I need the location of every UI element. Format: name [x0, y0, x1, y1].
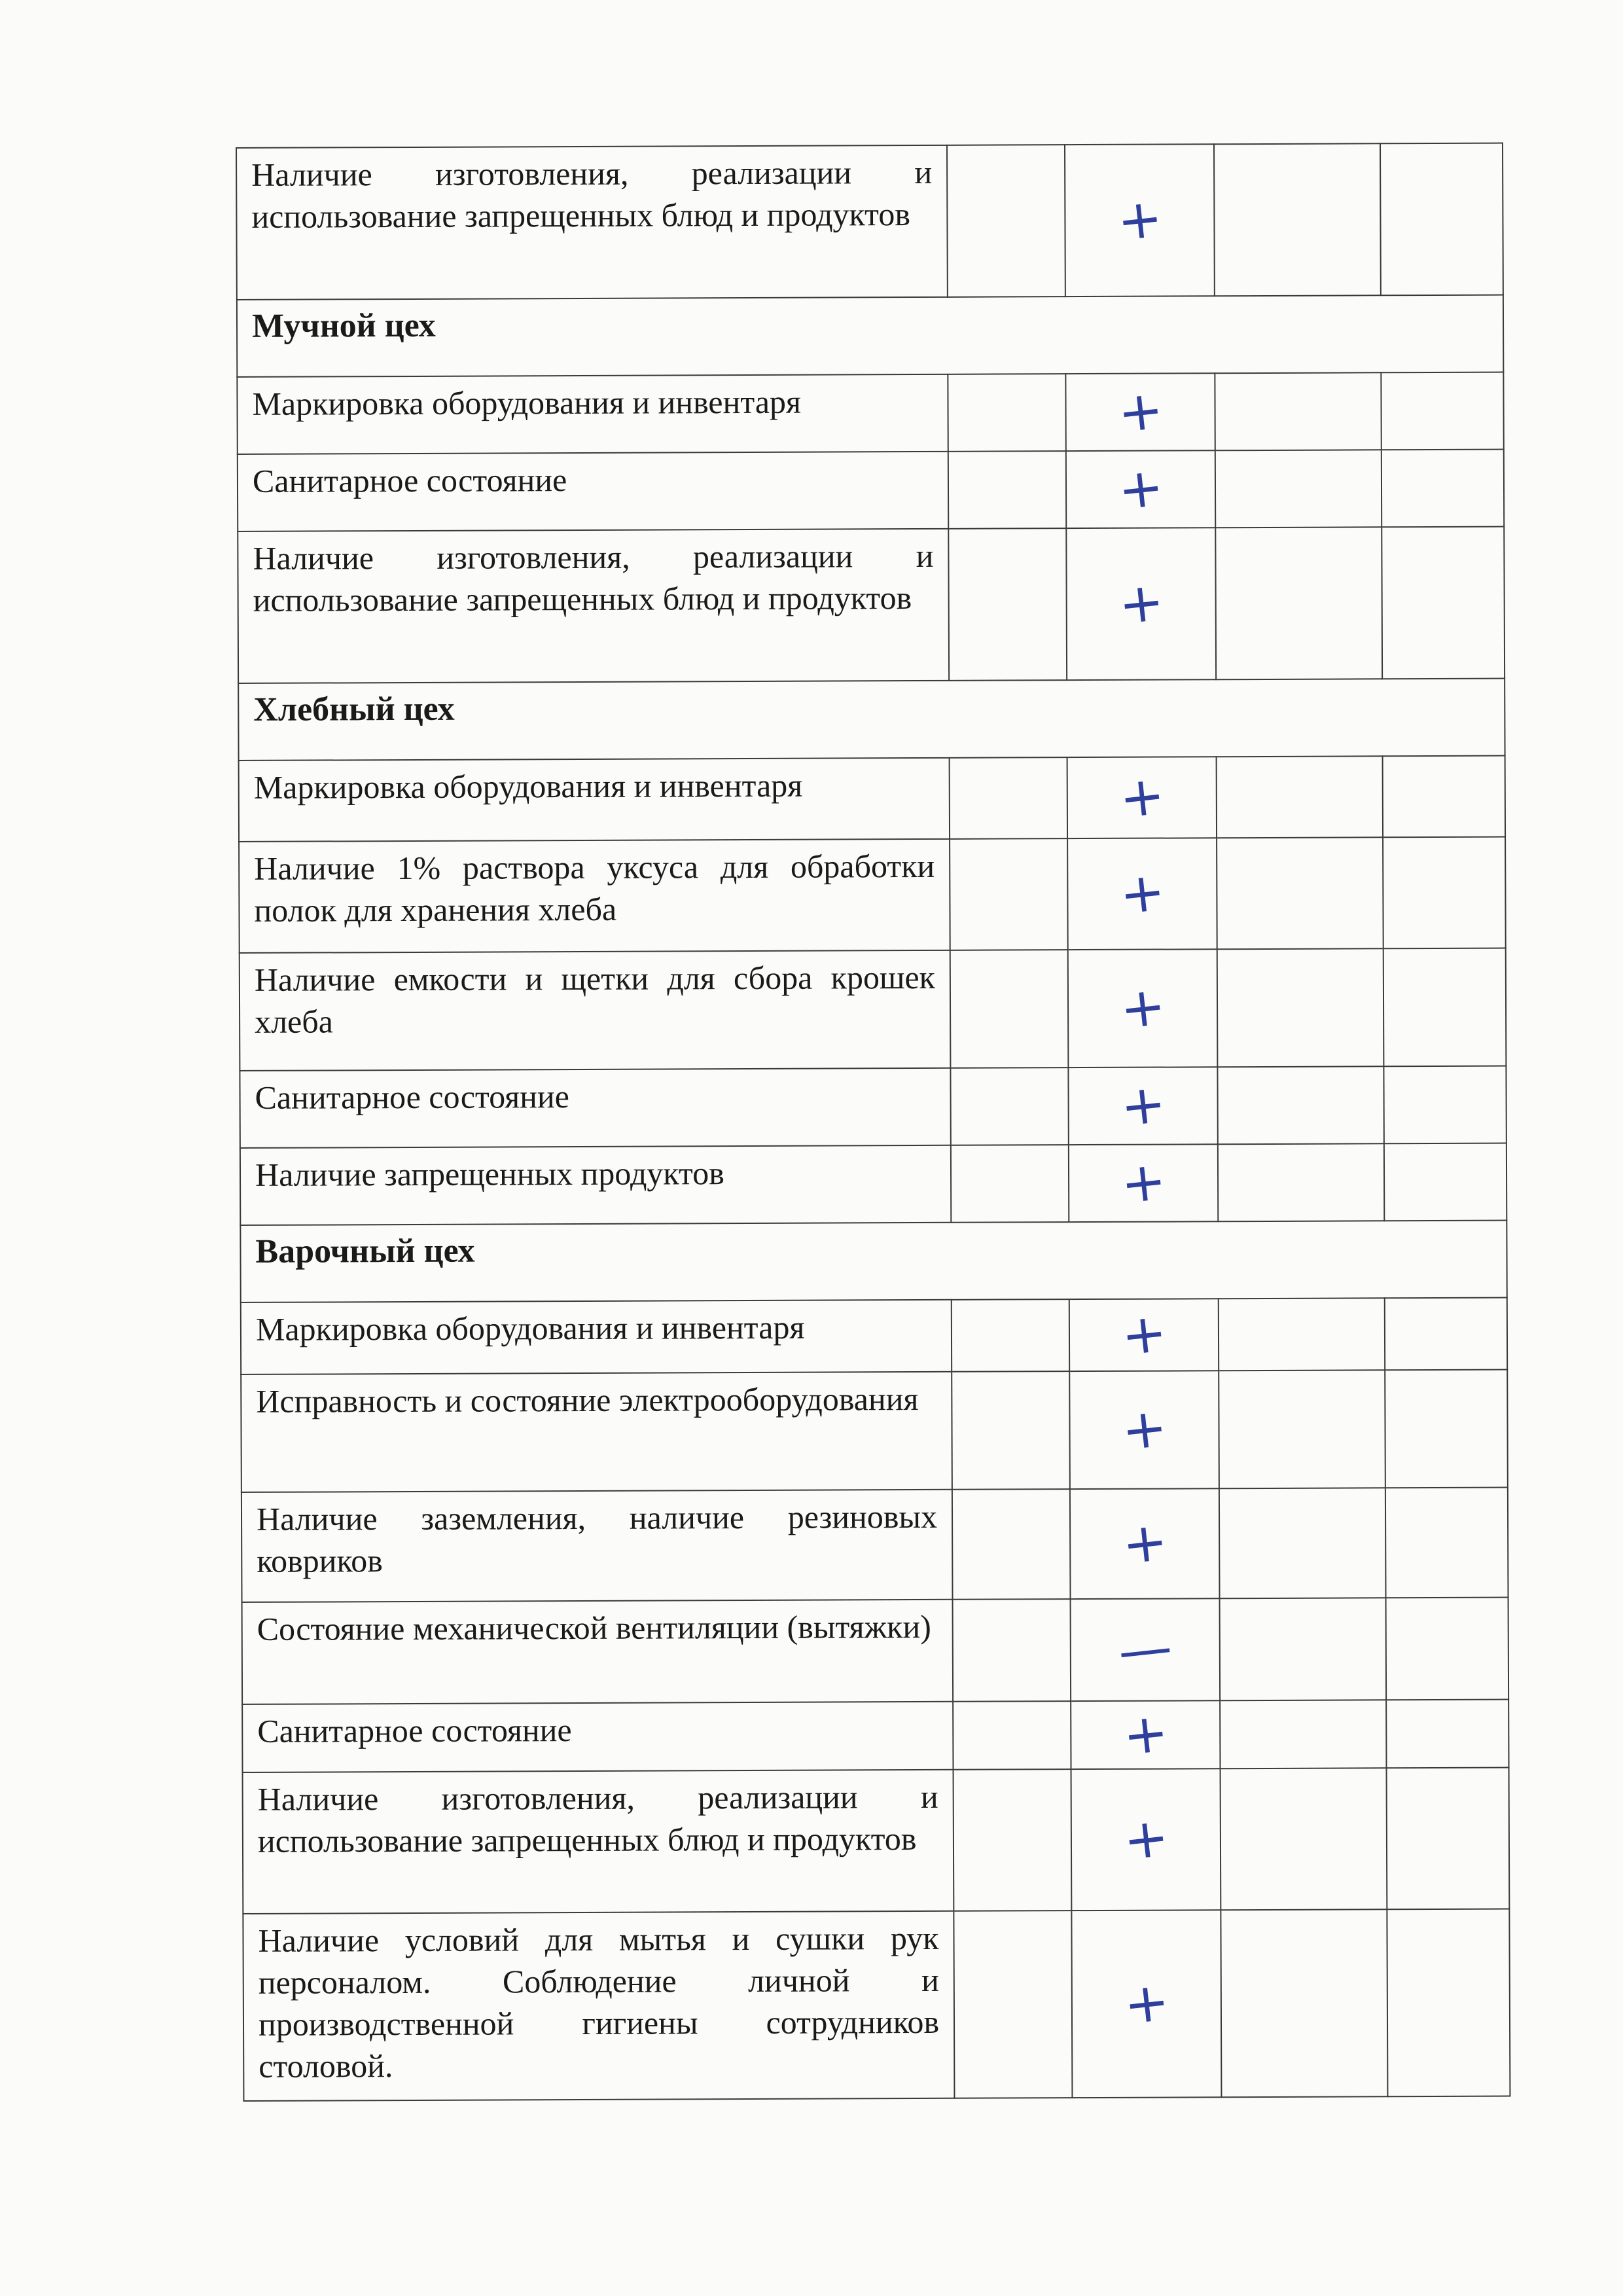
table-row — [237, 372, 1503, 454]
handwritten-mark: + — [1068, 949, 1218, 1067]
table-row — [238, 450, 1504, 531]
handwritten-mark: + — [1071, 1700, 1220, 1769]
table-row — [239, 756, 1505, 842]
empty-cell — [1381, 372, 1503, 450]
handwritten-mark: — — [1071, 1598, 1221, 1701]
empty-cell — [1383, 1066, 1506, 1144]
empty-cell — [1221, 1909, 1387, 2097]
empty-cell — [1217, 756, 1383, 838]
empty-cell — [1385, 1370, 1508, 1488]
empty-cell — [953, 1599, 1071, 1702]
handwritten-mark: + — [1071, 1910, 1221, 2098]
empty-cell — [950, 950, 1069, 1068]
table-row — [240, 1066, 1506, 1148]
criterion-text: Маркировка оборудования и инвентаря — [239, 758, 950, 842]
empty-cell — [1383, 837, 1506, 949]
empty-cell — [1218, 1143, 1384, 1221]
empty-cell — [1382, 450, 1504, 528]
section-heading: Хлебный цех — [238, 679, 1505, 761]
criterion-text: Санитарное состояние — [240, 1068, 950, 1148]
criterion-text: Состояние механической вентиляции (вытяжки) — [242, 1600, 954, 1704]
empty-cell — [1385, 1488, 1508, 1598]
section-row — [238, 679, 1505, 761]
section-row — [237, 295, 1503, 377]
empty-cell — [1219, 1298, 1385, 1371]
handwritten-mark: + — [1065, 373, 1215, 451]
criterion-text: Санитарное состояние — [238, 452, 948, 531]
empty-cell — [948, 451, 1066, 529]
table-row — [236, 143, 1503, 300]
empty-cell — [1382, 527, 1505, 679]
handwritten-mark: + — [1070, 1488, 1220, 1599]
empty-cell — [1217, 948, 1384, 1067]
empty-cell — [1384, 1143, 1507, 1221]
table-row — [238, 527, 1505, 683]
criterion-text: Наличие изготовления, реализации и использование запрещенных блюд и продуктов — [236, 145, 948, 300]
section-heading: Варочный цех — [240, 1221, 1507, 1302]
empty-cell — [1387, 1909, 1510, 2097]
empty-cell — [953, 1701, 1071, 1770]
criterion-text: Санитарное состояние — [242, 1702, 953, 1772]
empty-cell — [1215, 450, 1382, 528]
document-page — [236, 143, 1509, 2102]
section-heading: Мучной цех — [237, 295, 1503, 377]
handwritten-mark: + — [1069, 1144, 1218, 1222]
table-row — [242, 1598, 1509, 1704]
empty-cell — [1217, 1066, 1383, 1144]
empty-cell — [1387, 1768, 1510, 1910]
empty-cell — [1219, 1488, 1386, 1598]
empty-cell — [951, 1145, 1069, 1223]
empty-cell — [950, 757, 1067, 839]
empty-cell — [948, 528, 1067, 681]
criterion-text: Наличие емкости и щетки для сбора крошек хлеба — [240, 950, 951, 1071]
empty-cell — [1220, 1700, 1386, 1768]
inspection-checklist-table — [236, 143, 1510, 2102]
empty-cell — [952, 1489, 1071, 1600]
handwritten-mark: + — [1067, 838, 1217, 950]
criterion-text: Наличие 1% раствора уксуса для обработки полок для хранения хлеба — [239, 839, 950, 953]
criterion-text: Исправность и состояние электрооборудования — [241, 1372, 952, 1492]
handwritten-mark: + — [1068, 1067, 1217, 1145]
empty-cell — [1380, 143, 1503, 296]
empty-cell — [1383, 948, 1507, 1067]
section-row — [240, 1221, 1507, 1302]
empty-cell — [952, 1299, 1069, 1372]
table-row — [241, 1488, 1508, 1602]
empty-cell — [947, 145, 1065, 297]
criterion-text: Наличие условий для мытья и сушки рук персоналом. Соблюдение личной и производственной гигиены сотрудников столовой. — [243, 1911, 954, 2101]
empty-cell — [1214, 143, 1381, 296]
empty-cell — [952, 1371, 1070, 1490]
empty-cell — [1217, 837, 1383, 949]
handwritten-mark: + — [1069, 1299, 1219, 1371]
table-row — [241, 1370, 1508, 1492]
table-row — [240, 948, 1507, 1071]
empty-cell — [950, 838, 1068, 950]
handwritten-mark: + — [1066, 450, 1215, 528]
table-row — [243, 1909, 1510, 2101]
table-row — [239, 837, 1506, 953]
empty-cell — [1386, 1700, 1508, 1768]
empty-cell — [1221, 1768, 1387, 1910]
empty-cell — [1220, 1598, 1387, 1700]
empty-cell — [950, 1067, 1068, 1145]
criterion-text: Маркировка оборудования и инвентаря — [241, 1300, 952, 1374]
empty-cell — [954, 1769, 1072, 1911]
table-row — [240, 1143, 1507, 1225]
empty-cell — [1385, 1298, 1507, 1371]
handwritten-mark: + — [1066, 528, 1216, 680]
table-row — [241, 1298, 1507, 1374]
empty-cell — [954, 1910, 1072, 2098]
criterion-text: Наличие изготовления, реализации и использование запрещенных блюд и продуктов — [243, 1770, 954, 1914]
handwritten-mark: + — [1065, 144, 1215, 296]
criterion-text: Наличие изготовления, реализации и использование запрещенных блюд и продуктов — [238, 529, 949, 683]
table-row — [242, 1700, 1508, 1772]
handwritten-mark: + — [1069, 1371, 1219, 1489]
handwritten-mark: + — [1071, 1768, 1221, 1910]
criterion-text: Маркировка оборудования и инвентаря — [237, 374, 948, 454]
criterion-text: Наличие заземления, наличие резиновых ковриков — [241, 1490, 953, 1602]
table-row — [243, 1768, 1510, 1914]
empty-cell — [1219, 1370, 1385, 1488]
empty-cell — [1215, 372, 1381, 450]
handwritten-mark: + — [1067, 757, 1217, 838]
empty-cell — [1386, 1598, 1509, 1700]
empty-cell — [1383, 756, 1505, 838]
empty-cell — [948, 374, 1065, 452]
empty-cell — [1215, 527, 1382, 679]
criterion-text: Наличие запрещенных продуктов — [240, 1145, 951, 1225]
